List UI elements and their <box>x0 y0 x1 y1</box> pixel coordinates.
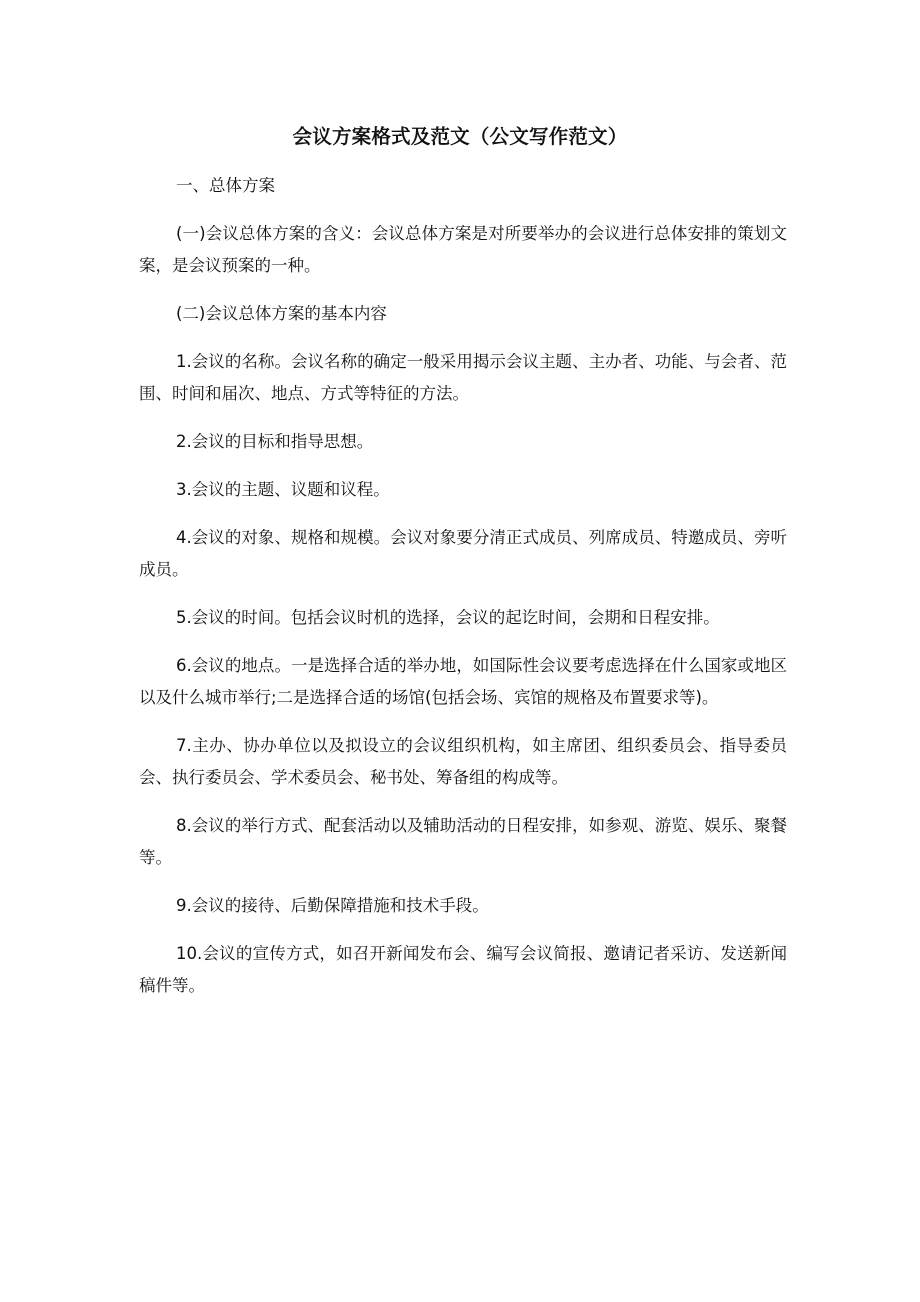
list-item-theme-agenda: 3.会议的主题、议题和议程。 <box>176 480 390 499</box>
document-body <box>139 170 787 1018</box>
list-item-time: 5.会议的时间。包括会议时机的选择，会议的起讫时间，会期和日程安排。 <box>176 608 720 627</box>
list-item-venue: 6.会议的地点。一是选择合适的举办地，如国际性会议要考虑选择在什么国家或地区以及什么城市举行;二是选择合适的场馆(包括会场、宾馆的规格及布置要求等)。 <box>139 656 787 707</box>
list-item-logistics: 9.会议的接待、后勤保障措施和技术手段。 <box>176 896 489 915</box>
list-item-meeting-name: 1.会议的名称。会议名称的确定一般采用揭示会议主题、主办者、功能、与会者、范围、时间和届次、地点、方式等特征的方法。 <box>139 352 787 403</box>
subheading-basic-content: (二)会议总体方案的基本内容 <box>176 304 387 323</box>
list-item-objectives: 2.会议的目标和指导思想。 <box>176 432 374 451</box>
page-title: 会议方案格式及范文（公文写作范文） <box>292 125 628 148</box>
list-item-attendees-scale: 4.会议的对象、规格和规模。会议对象要分清正式成员、列席成员、特邀成员、旁听成员。 <box>139 528 787 579</box>
list-item-format-activities: 8.会议的举行方式、配套活动以及辅助活动的日程安排，如参观、游览、娱乐、聚餐等。 <box>139 816 787 867</box>
section-heading-overall-plan: 一、总体方案 <box>176 176 275 195</box>
list-item-organizers: 7.主办、协办单位以及拟设立的会议组织机构，如主席团、组织委员会、指导委员会、执行委员会、学术委员会、秘书处、筹备组的构成等。 <box>139 736 787 787</box>
list-item-publicity: 10.会议的宣传方式，如召开新闻发布会、编写会议简报、邀请记者采访、发送新闻稿件等。 <box>139 944 787 995</box>
paragraph-plan-definition: (一)会议总体方案的含义：会议总体方案是对所要举办的会议进行总体安排的策划文案，是会议预案的一种。 <box>139 224 787 275</box>
